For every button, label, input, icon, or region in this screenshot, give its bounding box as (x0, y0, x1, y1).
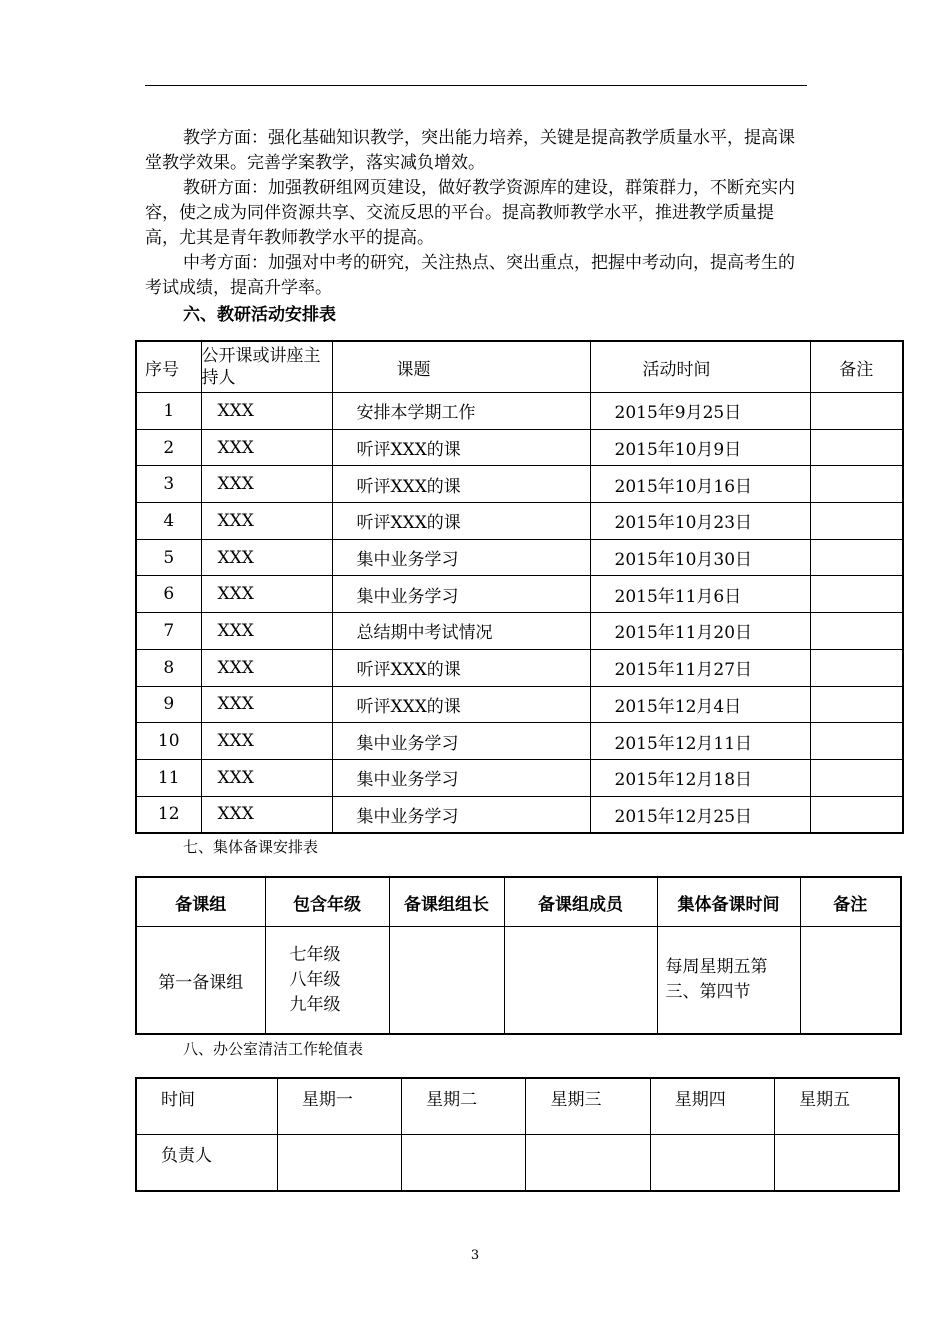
row-time: 2015年10月30日 (590, 539, 810, 576)
row-no: 1 (136, 393, 201, 430)
header-no: 序号 (136, 341, 201, 393)
table-row (136, 429, 903, 466)
row-note (810, 466, 903, 503)
row-time: 2015年12月18日 (590, 759, 810, 796)
row-no: 3 (136, 466, 201, 503)
prep-leader-cell (389, 927, 504, 1035)
row-host: XXX (201, 686, 332, 723)
row-time: 2015年10月23日 (590, 503, 810, 540)
row-host: XXX (201, 429, 332, 466)
table-row (136, 927, 901, 1035)
clean-cell (526, 1135, 650, 1192)
row-note (810, 393, 903, 430)
row-note (810, 503, 903, 540)
clean-header-row (136, 1078, 899, 1135)
clean-day-wed: 星期三 (526, 1078, 650, 1135)
header-grades: 包含年级 (265, 877, 389, 927)
row-host: XXX (201, 796, 332, 833)
paragraph-research: 教研方面：加强教研组网页建设，做好教学资源库的建设，群策群力，不断充实内容，使之成为同伴资源共享、交流反思的平台。提高教师教学水平，推进教学质量提高，尤其是青年教师教学水平的提高。 (145, 178, 795, 248)
row-host: XXX (201, 576, 332, 613)
paragraph-teaching: 教学方面：强化基础知识教学，突出能力培养，关键是提高教学质量水平，提高课堂教学效果。完善学案教学，落实减负增效。 (145, 128, 795, 173)
row-host: XXX (201, 613, 332, 650)
header-prep-time: 集体备课时间 (657, 877, 800, 927)
row-note (810, 539, 903, 576)
row-note (810, 686, 903, 723)
row-topic: 听评XXX的课 (332, 466, 590, 503)
row-host: XXX (201, 539, 332, 576)
page-number: 3 (470, 1248, 480, 1263)
row-note (810, 576, 903, 613)
row-host: XXX (201, 466, 332, 503)
row-note (810, 759, 903, 796)
table-row (136, 576, 903, 613)
table-row (136, 759, 903, 796)
row-host: XXX (201, 649, 332, 686)
clean-day-thu: 星期四 (650, 1078, 774, 1135)
clean-person-label: 负责人 (136, 1135, 277, 1192)
row-host: XXX (201, 393, 332, 430)
prep-time-cell: 每周星期五第 三、第四节 (657, 927, 800, 1035)
row-topic: 安排本学期工作 (332, 393, 590, 430)
row-host: XXX (201, 503, 332, 540)
section7-title: 七、集体备课安排表 (183, 838, 319, 856)
header-topic: 课题 (332, 341, 590, 393)
row-no: 10 (136, 723, 201, 760)
prep-group-cell: 第一备课组 (136, 927, 265, 1035)
header-host: 公开课或讲座主持人 (201, 341, 332, 393)
table-row (136, 796, 903, 833)
row-topic: 集中业务学习 (332, 576, 590, 613)
table-row (136, 503, 903, 540)
row-host: XXX (201, 759, 332, 796)
row-topic: 听评XXX的课 (332, 649, 590, 686)
row-no: 2 (136, 429, 201, 466)
table-row (136, 539, 903, 576)
table-row (136, 613, 903, 650)
clean-day-tue: 星期二 (402, 1078, 526, 1135)
row-note (810, 613, 903, 650)
header-members: 备课组成员 (504, 877, 657, 927)
row-note (810, 649, 903, 686)
header-rule (145, 85, 807, 86)
clean-cell (775, 1135, 899, 1192)
row-topic: 听评XXX的课 (332, 503, 590, 540)
row-topic: 总结期中考试情况 (332, 613, 590, 650)
section6-title: 六、教研活动安排表 (183, 305, 336, 325)
row-host: XXX (201, 723, 332, 760)
row-no: 11 (136, 759, 201, 796)
header-leader: 备课组组长 (389, 877, 504, 927)
table-row (136, 393, 903, 430)
row-no: 8 (136, 649, 201, 686)
header-prep-note: 备注 (800, 877, 901, 927)
row-time: 2015年10月16日 (590, 466, 810, 503)
row-topic: 集中业务学习 (332, 539, 590, 576)
row-topic: 集中业务学习 (332, 759, 590, 796)
header-time: 活动时间 (590, 341, 810, 393)
row-no: 12 (136, 796, 201, 833)
table-row (136, 686, 903, 723)
table-row (136, 723, 903, 760)
row-time: 2015年12月4日 (590, 686, 810, 723)
row-time: 2015年9月25日 (590, 393, 810, 430)
clean-day-fri: 星期五 (775, 1078, 899, 1135)
section8-title: 八、办公室清洁工作轮值表 (183, 1040, 364, 1058)
clean-person-row (136, 1135, 899, 1192)
prep-grades-cell: 七年级 八年级 九年级 (265, 927, 389, 1035)
row-time: 2015年12月11日 (590, 723, 810, 760)
row-no: 9 (136, 686, 201, 723)
row-time: 2015年12月25日 (590, 796, 810, 833)
row-time: 2015年11月6日 (590, 576, 810, 613)
activity-header-row (136, 341, 903, 393)
prep-members-cell (504, 927, 657, 1035)
activity-schedule-table (135, 340, 904, 834)
row-topic: 听评XXX的课 (332, 429, 590, 466)
table-row (136, 466, 903, 503)
clean-cell (277, 1135, 401, 1192)
table-row (136, 649, 903, 686)
row-no: 4 (136, 503, 201, 540)
prep-note-cell (800, 927, 901, 1035)
row-no: 7 (136, 613, 201, 650)
paragraph-exam: 中考方面：加强对中考的研究，关注热点、突出重点，把握中考动向，提高考生的考试成绩，提高升学率。 (145, 253, 795, 298)
row-topic: 集中业务学习 (332, 796, 590, 833)
row-no: 5 (136, 539, 201, 576)
row-topic: 听评XXX的课 (332, 686, 590, 723)
row-topic: 集中业务学习 (332, 723, 590, 760)
cleaning-rota-table (135, 1077, 900, 1192)
clean-cell (402, 1135, 526, 1192)
header-group: 备课组 (136, 877, 265, 927)
row-note (810, 796, 903, 833)
header-note: 备注 (810, 341, 903, 393)
clean-day-mon: 星期一 (277, 1078, 401, 1135)
row-no: 6 (136, 576, 201, 613)
row-time: 2015年10月9日 (590, 429, 810, 466)
row-time: 2015年11月27日 (590, 649, 810, 686)
clean-time-label: 时间 (136, 1078, 277, 1135)
lesson-prep-table (135, 876, 902, 1035)
row-note (810, 723, 903, 760)
row-time: 2015年11月20日 (590, 613, 810, 650)
row-note (810, 429, 903, 466)
prep-header-row (136, 877, 901, 927)
clean-cell (650, 1135, 774, 1192)
